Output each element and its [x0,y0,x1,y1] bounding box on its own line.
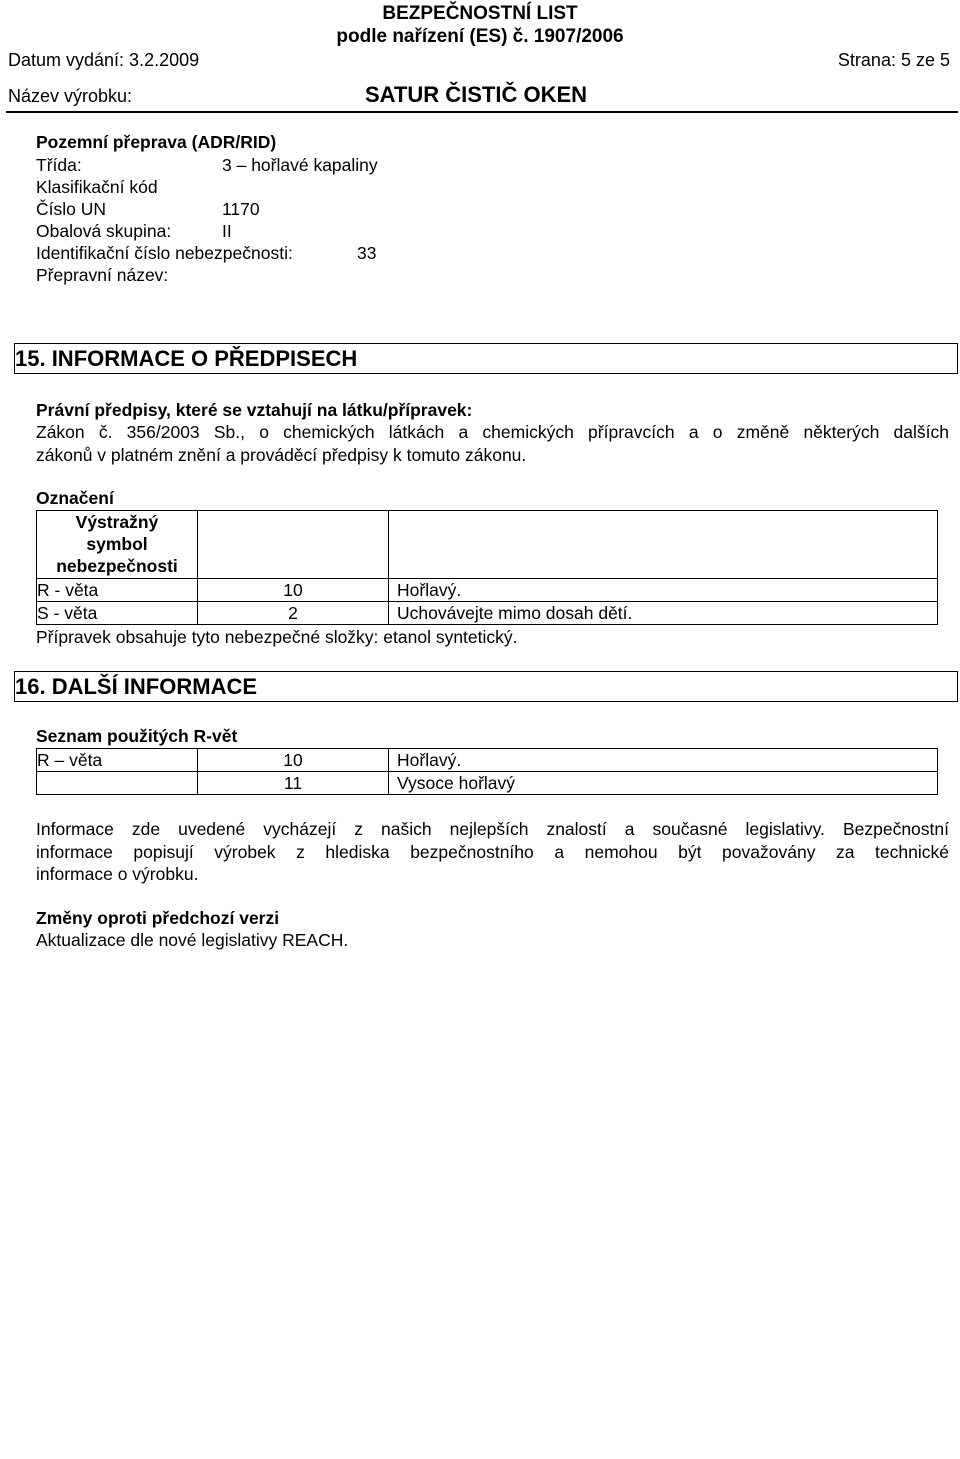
issue-date: Datum vydání: 3.2.2009 [8,50,200,70]
table-row [37,772,938,795]
components-note: Přípravek obsahuje tyto nebezpečné složky: etanol syntetický. [36,627,518,647]
symbol-empty-cell [389,511,938,579]
product-label: Název výrobku: [8,86,133,106]
class-label: Třída: [36,155,82,175]
phrase-type-cell [37,772,198,795]
symbol-header-line-3: nebezpečnosti [56,556,178,576]
phrase-number-cell: 10 [198,749,389,772]
law-text-line-1: Zákon č. 356/2003 Sb., o chemických látkách a chemických přípravcích a o změně některých dalších [36,422,949,442]
phrase-text-cell: Hořlavý. [389,579,938,602]
info-line-1: Informace zde uvedené vycházejí z našich nejlepších znalostí a současné legislativy. Bezpečnostní [36,819,949,839]
info-line-2: informace popisují výrobek z hlediska bezpečnostního a nemohou být považovány za technické [36,842,949,862]
symbol-header-cell [37,511,198,579]
phrase-text-cell: Vysoce hořlavý [389,772,938,795]
changes-heading: Změny oproti předchozí verzi [36,908,280,928]
symbol-empty-cell [198,511,389,579]
un-number-label: Číslo UN [36,199,107,219]
info-line-3: informace o výrobku. [36,864,199,884]
class-value: 3 – hořlavé kapaliny [222,155,378,175]
r-phrases-table [36,748,938,795]
regulation-subtitle: podle nařízení (ES) č. 1907/2006 [336,26,624,47]
section-15-title: 15. INFORMACE O PŘEDPISECH [15,346,358,371]
regulations-subheading: Právní předpisy, které se vztahují na látku/přípravek: [36,400,473,420]
page-number: Strana: 5 ze 5 [837,50,950,70]
phrase-number-cell: 11 [198,772,389,795]
symbol-header-line-1: Výstražný [75,512,159,532]
law-text-line-2: zákonů v platném znění a prováděcí předpisy k tomuto zákonu. [36,445,527,465]
phrase-type-cell: S - věta [37,602,198,625]
transport-heading: Pozemní přeprava (ADR/RID) [36,132,277,152]
symbol-header-line-2: symbol [86,534,148,554]
section-16-title: 16. DALŠÍ INFORMACE [15,674,258,699]
phrase-text-cell: Hořlavý. [389,749,938,772]
document-title: BEZPEČNOSTNÍ LIST [382,3,578,24]
shipping-name-label: Přepravní název: [36,265,169,285]
table-row [37,749,938,772]
classification-code-label: Klasifikační kód [36,177,158,197]
header-divider [6,111,958,113]
un-number-value: 1170 [222,199,260,219]
phrase-number-cell: 10 [198,579,389,602]
product-name: SATUR ČISTIČ OKEN [365,82,588,107]
table-row [37,579,938,602]
r-phrases-heading: Seznam použitých R-vět [36,726,238,746]
phrase-type-cell: R - věta [37,579,198,602]
phrase-type-cell: R – věta [37,749,198,772]
labelling-heading: Označení [36,488,114,508]
hazard-id-value: 33 [357,243,377,263]
table-row [37,511,938,579]
packing-group-label: Obalová skupina: [36,221,172,241]
phrase-text-cell: Uchovávejte mimo dosah dětí. [389,602,938,625]
phrase-number-cell: 2 [198,602,389,625]
hazard-id-label: Identifikační číslo nebezpečnosti: [36,243,293,263]
changes-text: Aktualizace dle nové legislativy REACH. [36,930,349,950]
labelling-table [36,510,938,625]
table-row [37,602,938,625]
packing-group-value: II [222,221,232,241]
